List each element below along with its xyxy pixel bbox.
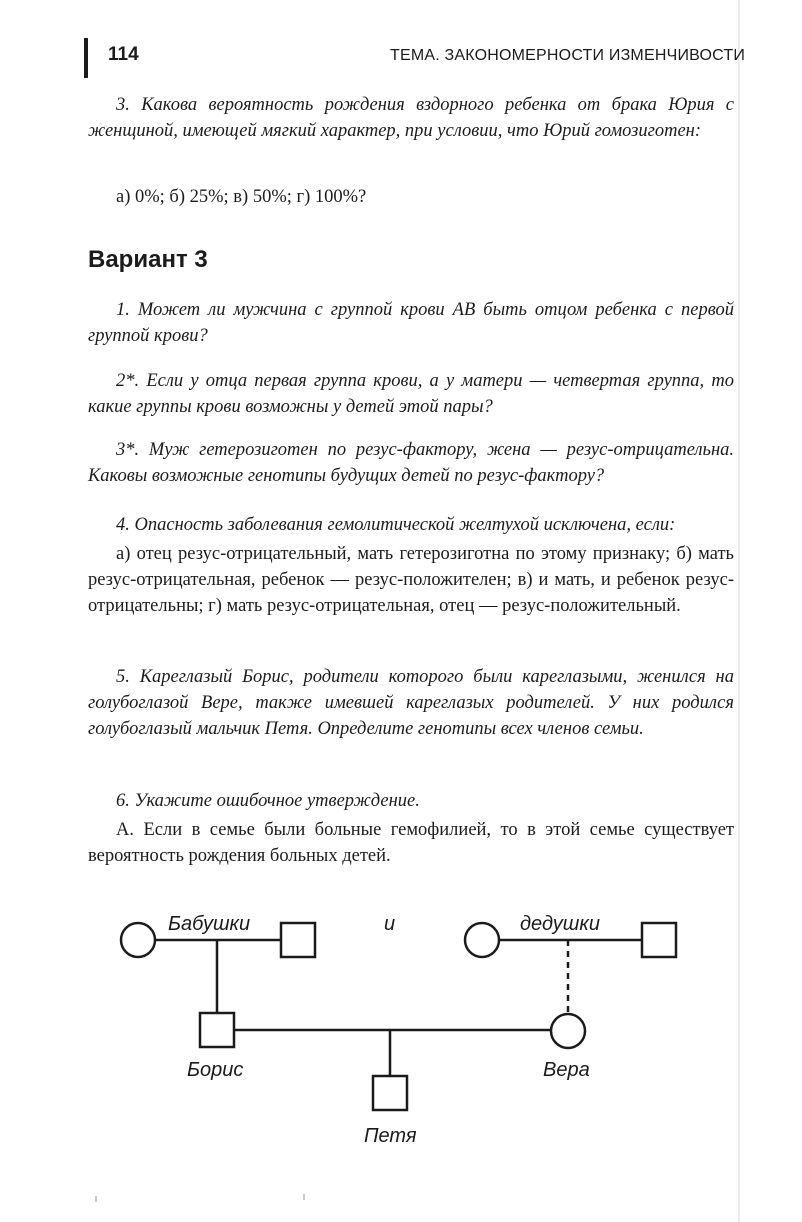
label-vera: Вера	[543, 1059, 590, 1081]
question-4-options: а) отец резус-отрицательный, мать гетерозиготна по этому признаку; б) мать резус-отрицательная, ребенок — резус-положителен; в) и мать, и ребенок резус-отрицательны; г) мать резус-отрицательная, отец — резус-положительный.	[88, 544, 734, 616]
vera-symbol	[551, 1014, 585, 1048]
header-bar	[84, 38, 88, 78]
grandfather-vera-symbol	[642, 923, 676, 957]
pedigree-diagram	[0, 880, 802, 1180]
scan-speck	[303, 1194, 305, 1200]
question-6: 6. Укажите ошибочное утверждение.	[116, 791, 420, 811]
boris-symbol	[200, 1013, 234, 1047]
prev-question-3: 3. Какова вероятность рождения вздорного ребенка от брака Юрия с женщиной, имеющей мягкий характер, при условии, что Юрий гомозиготен:	[88, 95, 734, 141]
prev-question-3-options: а) 0%; б) 25%; в) 50%; г) 100%?	[116, 187, 367, 207]
grandfather-boris-symbol	[281, 923, 315, 957]
question-4: 4. Опасность заболевания гемолитической желтухой исключена, если:	[116, 515, 676, 535]
variant-heading: Вариант 3	[88, 246, 208, 273]
grandmother-vera-symbol	[465, 923, 499, 957]
label-boris: Борис	[187, 1059, 244, 1081]
question-3: 3*. Муж гетерозиготен по резус-фактору, жена — резус-отрицательна. Каковы возможные генотипы будущих детей по резус-фактору?	[88, 440, 734, 486]
petya-symbol	[373, 1076, 407, 1110]
label-petya: Петя	[364, 1125, 417, 1147]
label-grandmothers: Бабушки	[168, 913, 251, 935]
label-grandfathers: дедушки	[520, 913, 600, 935]
question-6-statement: А. Если в семье были больные гемофилией, то в этой семье существует вероятность рождения больных детей.	[88, 820, 734, 866]
question-1: 1. Может ли мужчина с группой крови АВ быть отцом ребенка с первой группой крови?	[88, 300, 734, 346]
page-number: 114	[108, 44, 139, 65]
label-and: и	[384, 913, 396, 935]
grandmother-boris-symbol	[121, 923, 155, 957]
scan-speck	[95, 1196, 97, 1202]
running-title: ТЕМА. ЗАКОНОМЕРНОСТИ ИЗМЕНЧИВОСТИ	[390, 47, 746, 64]
question-2: 2*. Если у отца первая группа крови, а у матери — четвертая группа, то какие группы крови возможны у детей этой пары?	[88, 371, 734, 417]
question-5: 5. Кареглазый Борис, родители которого были кареглазыми, женился на голубоглазой Вере, также имевшей кареглазых родителей. У них родился голубоглазый мальчик Петя. Определите генотипы всех членов семьи.	[88, 667, 734, 739]
